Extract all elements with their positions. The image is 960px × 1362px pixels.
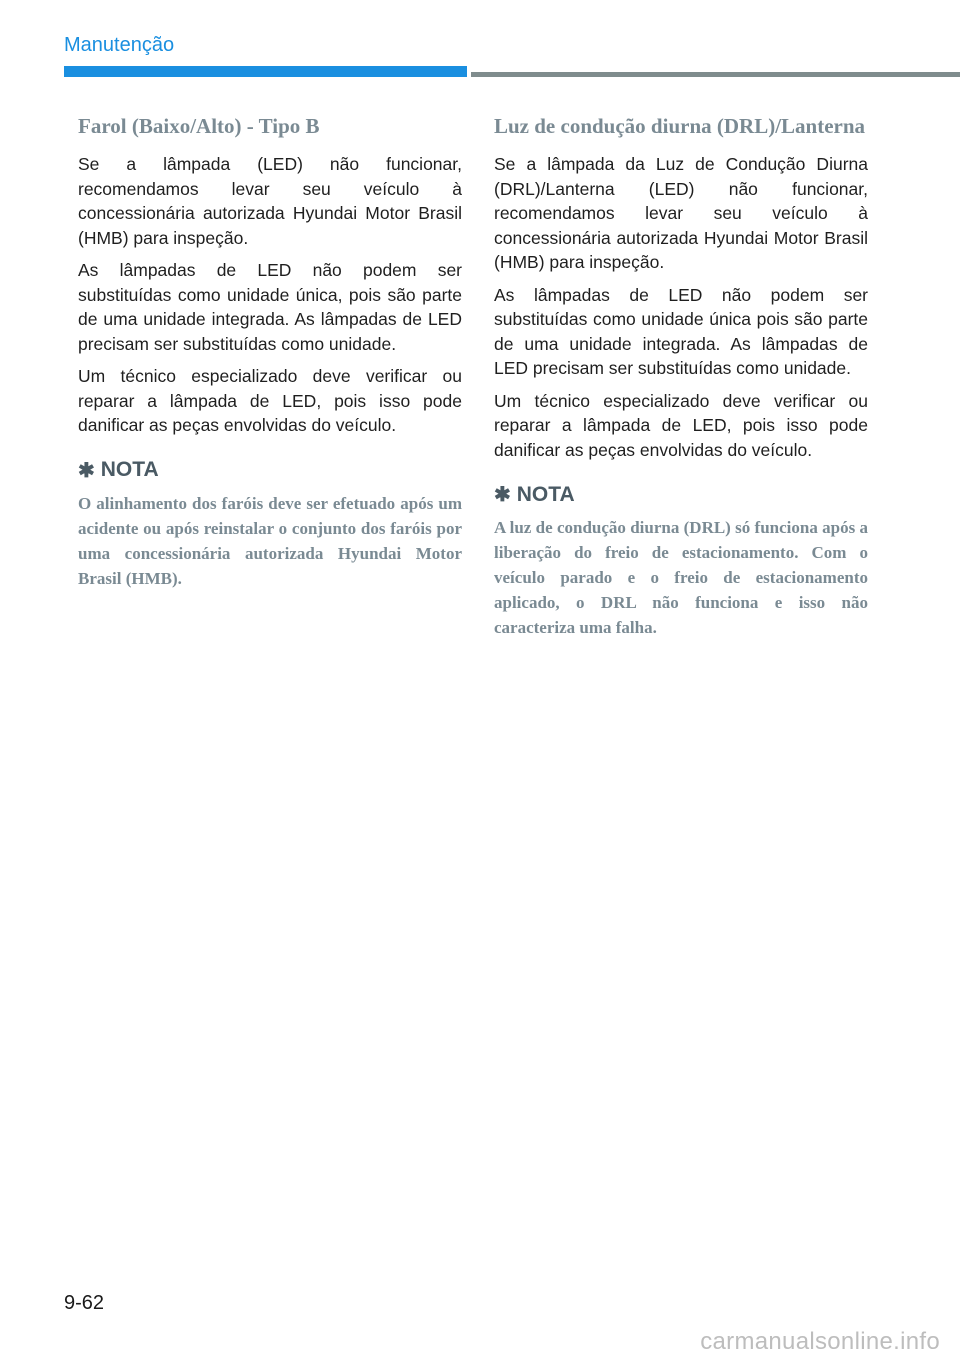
x-star-icon: ✱ [78, 459, 95, 482]
header-rule [471, 72, 960, 77]
x-star-icon: ✱ [494, 484, 511, 506]
left-note-text: O alinhamento dos faróis deve ser efetuado após um acidente ou após reinstalar o conjunto dos faróis por uma concessionária autorizada Hyundai Motor Brasil (HMB). [78, 493, 462, 588]
left-note-header [78, 458, 462, 483]
watermark: carmanualsonline.info [700, 1328, 940, 1355]
right-paragraph-3: Um técnico especializado deve verificar ou reparar a lâmpada de LED, pois isso pode danificar as peças envolvidas do veículo. [494, 390, 868, 460]
page-number: 9-62 [64, 1292, 105, 1314]
right-note-label: NOTA [516, 482, 575, 506]
header-accent-bar [64, 66, 467, 77]
right-paragraph-2: As lâmpadas de LED não podem ser substituídas como unidade única pois são parte de uma unidade integrada. As lâmpadas de LED precisam ser substituídas como unidade. [494, 284, 868, 378]
left-column [78, 110, 462, 591]
right-heading: Luz de condução diurna (DRL)/Lanterna [494, 114, 866, 138]
section-title: Manutenção [64, 34, 175, 56]
left-paragraph-3: Um técnico especializado deve verificar ou reparar a lâmpada de LED, pois isso pode danificar as peças envolvidas do veículo. [78, 366, 462, 435]
left-heading: Farol (Baixo/Alto) - Tipo B [78, 114, 320, 138]
right-column [494, 110, 868, 640]
left-note-label: NOTA [100, 458, 159, 481]
left-paragraph-1: Se a lâmpada (LED) não funcionar, recomendamos levar seu veículo à concessionária autorizada Hyundai Motor Brasil (HMB) para inspeção. [78, 154, 462, 248]
right-paragraph-1: Se a lâmpada da Luz de Condução Diurna (DRL)/Lanterna (LED) não funcionar, recomendamos levar seu veículo à concessionária autorizada Hyundai Motor Brasil (HMB) para inspeção. [494, 154, 868, 272]
left-paragraph-2: As lâmpadas de LED não podem ser substituídas como unidade única, pois são parte de uma unidade integrada. As lâmpadas de LED precisam ser substituídas como unidade. [78, 260, 462, 354]
right-note-header [494, 482, 868, 507]
right-note-text: A luz de condução diurna (DRL) só funciona após a liberação do freio de estacionamento. Com o veículo parado e o freio de estacionamento aplicado, o DRL não funciona e isso não caracteriza uma falha. [494, 518, 868, 637]
